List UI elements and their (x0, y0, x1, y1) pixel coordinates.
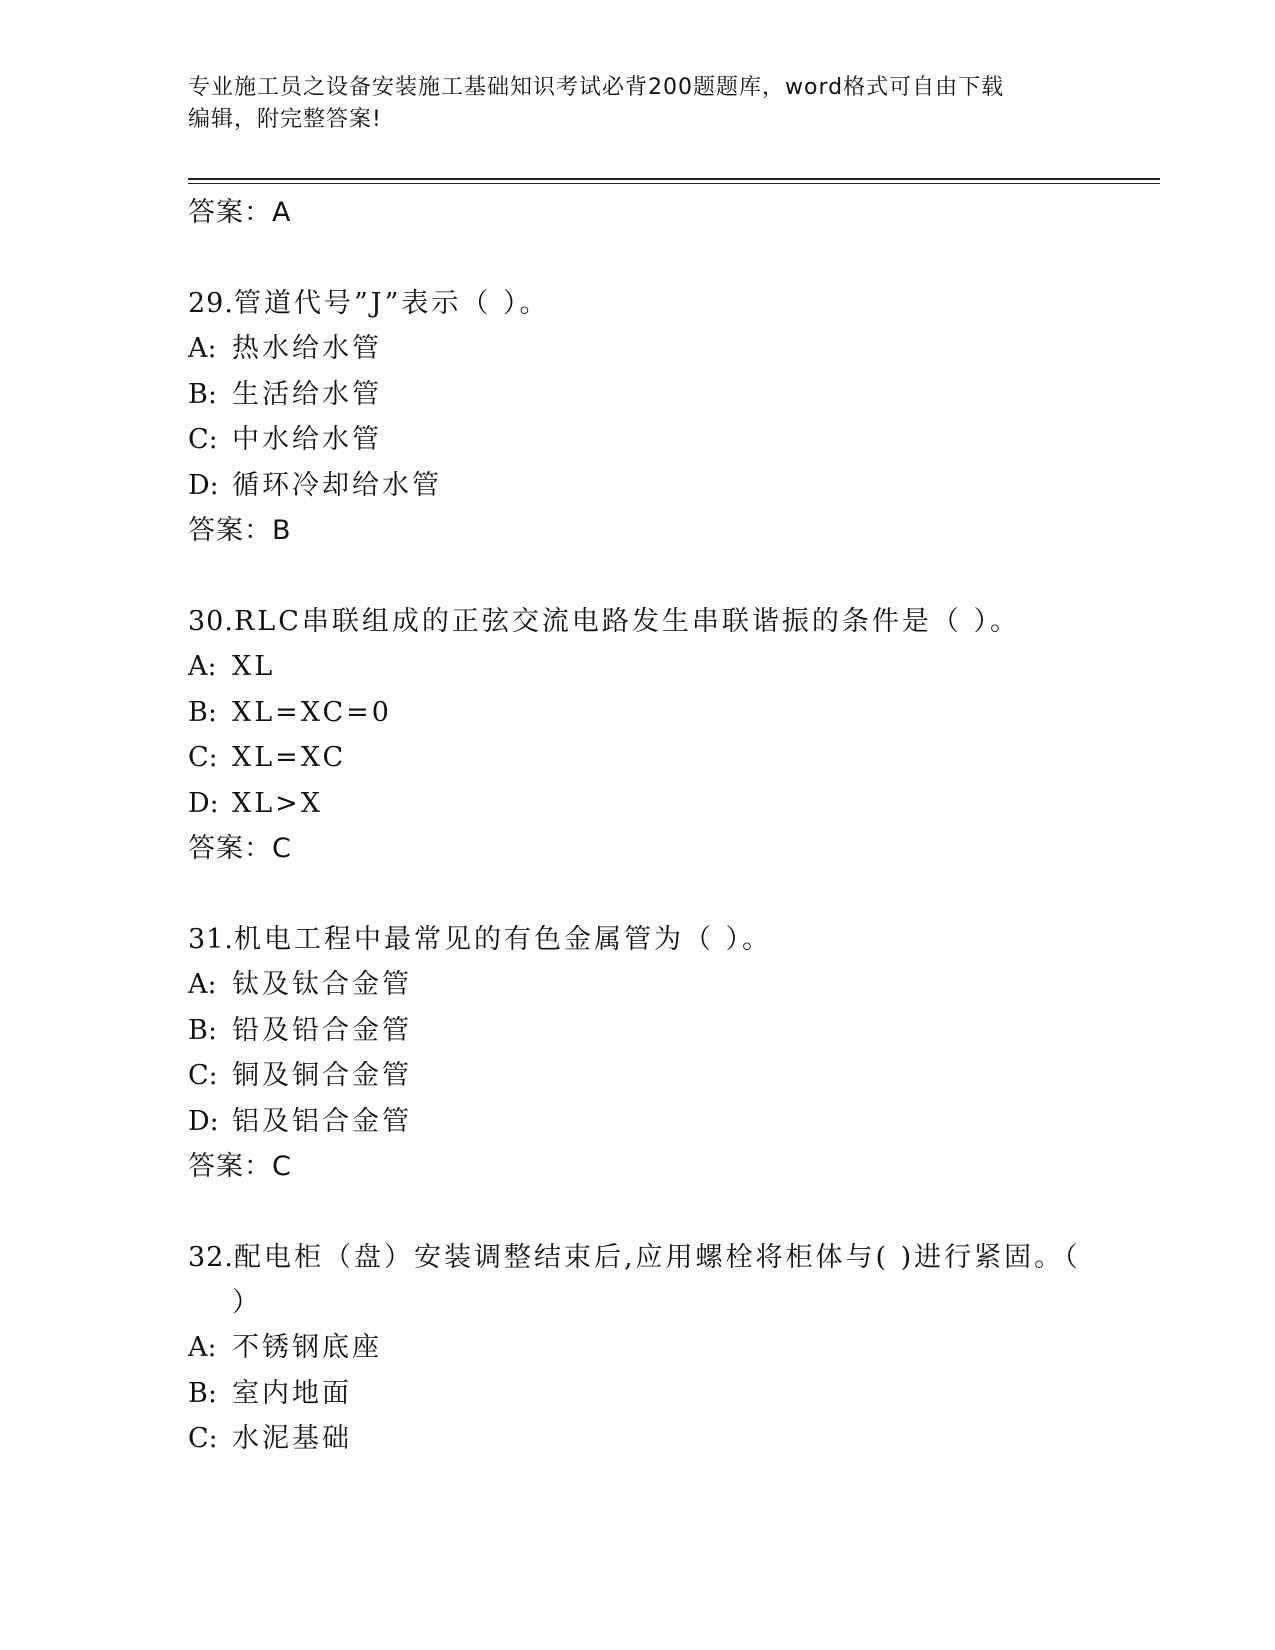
question-text-continued: ） (232, 1287, 262, 1318)
header-line-2: 编辑，附完整答案! (188, 107, 382, 132)
question-29 (188, 281, 1088, 554)
question-text: 32.配电柜（盘）安装调整结束后,应用螺栓将柜体与( )进行紧固。（ (188, 1242, 1081, 1273)
option-a: A: 钛及钛合金管 (188, 969, 412, 1000)
option-c: C: 铜及铜合金管 (188, 1060, 412, 1091)
answer: 答案：C (188, 1151, 292, 1182)
option-a: A: XL (188, 651, 276, 682)
document-header (188, 72, 1088, 136)
option-b: B: 铅及铅合金管 (188, 1014, 412, 1046)
header-divider-thin (188, 183, 1160, 184)
header-divider-thick (188, 178, 1160, 180)
question-list (188, 190, 1088, 1462)
option-d: D: 铝及铝合金管 (188, 1105, 412, 1137)
previous-answer: 答案：A (188, 197, 292, 228)
option-d: D: 循环冷却给水管 (188, 469, 442, 501)
option-c: C: 中水给水管 (188, 424, 382, 455)
option-a: A: 不锈钢底座 (188, 1332, 382, 1363)
question-31 (188, 917, 1088, 1190)
question-32 (188, 1235, 1088, 1462)
option-c: C: 水泥基础 (188, 1423, 352, 1454)
option-d: D: XL>X (188, 787, 323, 819)
question-text: 30.RLC串联组成的正弦交流电路发生串联谐振的条件是（ ）。 (188, 606, 1020, 637)
option-b: B: 生活给水管 (188, 378, 382, 410)
header-line-1: 专业施工员之设备安装施工基础知识考试必背200题题库，word格式可自由下载 (188, 75, 1005, 100)
option-a: A: 热水给水管 (188, 333, 382, 364)
question-text: 31.机电工程中最常见的有色金属管为（ ）。 (188, 924, 773, 955)
answer: 答案：B (188, 515, 292, 546)
question-text: 29.管道代号”J”表示（ ）。 (188, 288, 550, 319)
option-b: B: XL=XC=0 (188, 696, 392, 728)
answer: 答案：C (188, 833, 292, 864)
option-c: C: XL=XC (188, 742, 347, 773)
option-b: B: 室内地面 (188, 1377, 352, 1409)
question-30 (188, 599, 1088, 872)
